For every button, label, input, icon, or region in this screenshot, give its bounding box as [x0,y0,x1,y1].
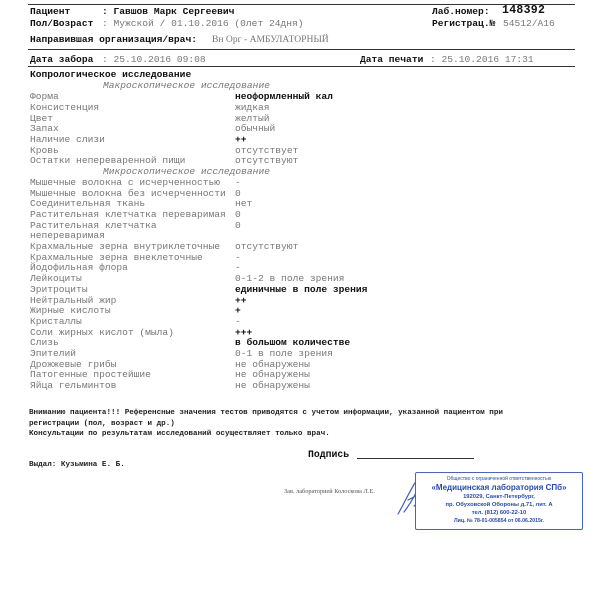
header-rule [28,49,575,50]
print-date-value: : 25.10.2016 17:31 [430,54,534,65]
result-row [30,230,430,241]
test-name: Йодофильная флора [30,262,128,273]
notice-line-1: Вниманию пациента!!! Референсные значения тестов приводятся с учетом информации, указанной пациентом при [29,409,503,417]
test-name: Мышечные волокна без исчерченности [30,188,226,199]
test-name: Эритроциты [30,284,88,295]
test-name: Кристаллы [30,316,82,327]
test-name: Крахмальные зерна внеклеточные [30,252,203,263]
collection-date-value: : 25.10.2016 09:08 [102,54,206,65]
test-name: Слизь [30,337,59,348]
result-row [30,241,430,252]
registration-value: 54512/А16 [503,18,555,29]
sex-age-value: : Мужской / 01.10.2016 (0лет 24дня) [102,18,304,29]
result-row [30,284,430,295]
test-name: непереваримая [30,230,105,241]
test-value: +++ [235,327,253,338]
stamp-line-4: пр. Обуховской Обороны д.71, лит. А [445,502,553,508]
signature-label: Подпись [308,449,350,460]
test-value: единичные в поле зрения [235,284,368,295]
patient-name: : Гавшов Марк Сергеевич [102,6,235,17]
result-row [30,91,430,102]
test-value: 0 [235,220,241,231]
test-value: неоформленный кал [235,91,333,102]
test-value: 0-1 в поле зрения [235,348,333,359]
result-row [30,198,430,209]
date-rule [28,66,575,67]
study-title: Копрологическое исследование [30,69,192,80]
test-name: Яйца гельминтов [30,380,117,391]
registration-label: Регистрац.№ [432,18,496,29]
lab-head: Зав. лабораторией Колоскова Л.Е. [284,488,375,495]
patient-label: Пациент [30,6,71,17]
print-date-label: Дата печати [360,54,424,65]
result-row [30,177,430,188]
test-name: Растительная клетчатка переваримая [30,209,226,220]
test-value: - [235,316,241,327]
test-value: - [235,177,241,188]
test-name: Соли жирных кислот (мыла) [30,327,174,338]
test-name: Наличие слизи [30,134,105,145]
result-row [30,337,430,348]
test-name: Соединительная ткань [30,198,146,209]
stamp-line-3: 192029, Санкт-Петербург, [463,494,535,500]
test-value: отсутствуют [235,155,299,166]
stamp-line-2: «Медицинская лаборатория СПб» [431,483,567,492]
sex-age-label: Пол/Возраст [30,18,94,29]
result-row [30,209,430,220]
test-name: Дрожжевые грибы [30,359,117,370]
test-name: Остатки непереваренной пищи [30,155,186,166]
test-name: Кровь [30,145,59,156]
macro-section-title: Макроскопическое исследование [103,80,270,91]
notice-line-2: регистрации (пол, возраст и др.) [29,419,175,428]
test-value: не обнаружены [235,359,310,370]
test-name: Жирные кислоты [30,305,111,316]
patient-notice [29,408,503,440]
test-value: ++ [235,134,247,145]
top-rule [28,4,575,5]
issued-by: Выдал: Кузьмина Е. Б. [29,461,125,469]
signature-line [357,458,474,459]
stamp-line-1: Общество с ограниченной ответственностью [446,476,552,482]
test-name: Крахмальные зерна внутриклеточные [30,241,220,252]
referral-label: Направившая организация/врач: [30,34,197,45]
test-name: Нейтральный жир [30,295,117,306]
test-name: Эпителий [30,348,77,359]
stamp-line-5: тел. (812) 600-22-10 [471,510,527,516]
result-row [30,316,430,327]
test-name: Форма [30,91,59,102]
test-value: отсутствует [235,145,299,156]
micro-section-title: Микроскопическое исследование [103,166,270,177]
result-row [30,348,430,359]
test-name: Лейкоциты [30,273,82,284]
test-value: ++ [235,295,247,306]
result-row [30,155,430,166]
test-value: 0 [235,188,241,199]
result-row [30,369,430,380]
test-name: Патогенные простейшие [30,369,151,380]
lab-number-label: Лаб.номер: [432,6,490,17]
test-value: жидкая [235,102,270,113]
test-value: + [235,305,241,316]
test-value: нет [235,198,253,209]
test-value: - [235,262,241,273]
test-name: Растительная клетчатка [30,220,157,231]
result-row [30,273,430,284]
result-row [30,380,430,391]
lab-number-value: 148392 [502,4,546,17]
test-name: Консистенция [30,102,100,113]
test-name: Цвет [30,113,54,124]
lab-stamp [415,472,583,530]
test-value: отсутствуют [235,241,299,252]
test-value: не обнаружены [235,369,310,380]
test-value: 0-1-2 в поле зрения [235,273,345,284]
test-value: - [235,252,241,263]
test-value: 0 [235,209,241,220]
result-row [30,134,430,145]
collection-date-label: Дата забора [30,54,94,65]
result-row [30,262,430,273]
test-name: Мышечные волокна с исчерченностью [30,177,220,188]
result-row [30,123,430,134]
result-row [30,305,430,316]
referral-value: Вн Орг - АМБУЛАТОРНЫЙ [212,34,329,45]
test-value: не обнаружены [235,380,310,391]
notice-line-3: Консультации по результатам исследований осуществляет только врач. [29,430,330,438]
test-value: обычный [235,123,276,134]
stamp-line-6: Лиц. № 78-01-005854 от 06.06.2015г. [454,518,544,524]
test-value: желтый [235,113,270,124]
test-name: Запах [30,123,59,134]
test-value: в большом количестве [235,337,351,348]
result-row [30,102,430,113]
